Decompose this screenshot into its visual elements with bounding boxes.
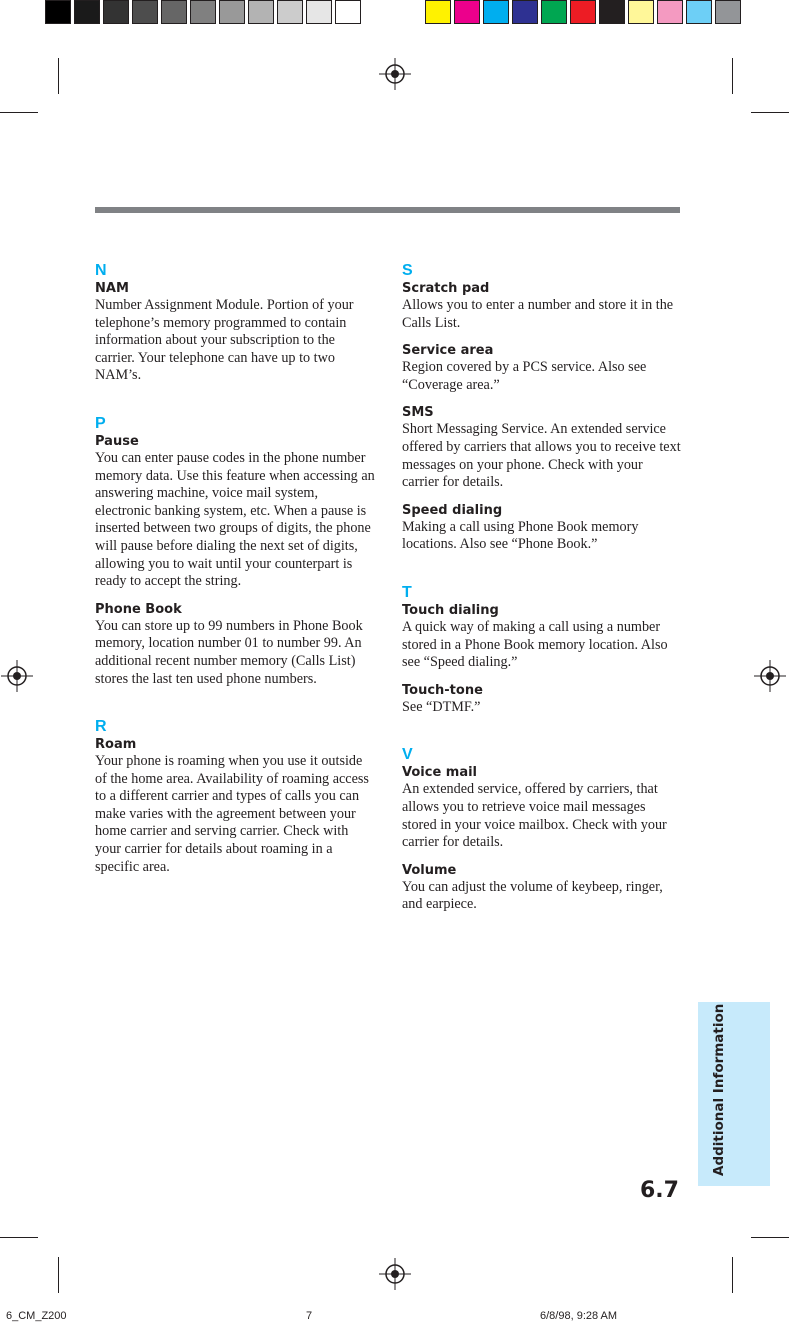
color-swatch (570, 0, 596, 24)
glossary-term: Speed dialing (402, 502, 503, 518)
color-swatch (657, 0, 683, 24)
section-letter: V (402, 746, 413, 764)
color-swatch (628, 0, 654, 24)
glossary-definition: You can enter pause codes in the phone number memory data. Use this feature when accessing an answering machine, voice mail system, electronic banking system, etc. When a pause is inserted between two groups of digits, the phone will pause before dialing the next set of digits, allowing you to wait until your counterpart is ready to accept the string. (95, 449, 375, 590)
glossary-term: Touch dialing (402, 602, 499, 618)
glossary-left-column (95, 262, 375, 876)
glossary-definition: Making a call using Phone Book memory locations. Also see “Phone Book.” (402, 518, 639, 553)
section-t (402, 584, 682, 716)
color-swatch (248, 0, 274, 24)
glossary-term: Pause (95, 433, 139, 449)
registration-mark-icon (754, 660, 786, 692)
registration-mark-icon (1, 660, 33, 692)
glossary-definition: Your phone is roaming when you use it outside of the home area. Availability of roaming access to a different carrier and types of calls you can make varies with the agreement between your home carrier and serving carrier. Check with your carrier for details about roaming in a specific area. (95, 753, 369, 875)
registration-mark-icon (379, 58, 411, 90)
crop-mark (58, 58, 59, 94)
chapter-tab (698, 1002, 770, 1186)
color-swatch (715, 0, 741, 24)
glossary-definition: A quick way of making a call using a number stored in a Phone Book memory location. Also see “Speed dialing.” (402, 618, 668, 671)
crop-mark (732, 1257, 733, 1293)
glossary-definition: You can adjust the volume of keybeep, ringer, and earpiece. (402, 878, 663, 913)
color-swatch (306, 0, 332, 24)
color-swatch (425, 0, 451, 24)
color-swatch (483, 0, 509, 24)
color-swatch (277, 0, 303, 24)
color-swatch (686, 0, 712, 24)
color-swatch (190, 0, 216, 24)
glossary-definition: You can store up to 99 numbers in Phone Book memory, location number 01 to number 99. An additional recent number memory (Calls List) stores the last ten used phone numbers. (95, 617, 363, 687)
section-s (402, 262, 682, 554)
crop-mark (732, 58, 733, 94)
slug-page: 7 (306, 1310, 313, 1322)
grayscale-bar (45, 0, 364, 28)
chapter-tab-label: Additional Information (711, 1003, 727, 1176)
glossary-definition: Short Messaging Service. An extended service offered by carriers that allows you to receive text messages on your phone. Check with your carrier for details. (402, 421, 681, 491)
section-n (95, 262, 375, 385)
glossary-term: Voice mail (402, 765, 478, 781)
registration-mark-icon (379, 1258, 411, 1290)
color-swatch (74, 0, 100, 24)
glossary-term: NAM (95, 281, 129, 296)
crop-mark (0, 112, 38, 113)
color-swatch (103, 0, 129, 24)
glossary-term: Service area (402, 343, 494, 359)
crop-mark (0, 1237, 38, 1238)
glossary-definition: An extended service, offered by carriers, that allows you to retrieve voice mail messages stored in your voice mailbox. Check with your carrier for details. (402, 781, 667, 851)
glossary-term: Scratch pad (402, 281, 490, 296)
color-bar (425, 0, 744, 28)
page-number: 6.7 (640, 1178, 679, 1203)
glossary-term: SMS (402, 405, 434, 421)
crop-mark (751, 1237, 789, 1238)
glossary-term: Volume (402, 862, 457, 878)
color-swatch (132, 0, 158, 24)
color-swatch (599, 0, 625, 24)
color-swatch (219, 0, 245, 24)
header-rule (95, 207, 680, 213)
crop-mark (751, 112, 789, 113)
glossary-right-column (402, 262, 682, 914)
slug-date: 6/8/98, 9:28 AM (540, 1310, 618, 1322)
glossary-term: Phone Book (95, 601, 182, 617)
color-swatch (45, 0, 71, 24)
glossary-definition: Allows you to enter a number and store it in the Calls List. (402, 297, 674, 331)
color-swatch (454, 0, 480, 24)
crop-mark (58, 1257, 59, 1293)
glossary-definition: Number Assignment Module. Portion of your telephone’s memory programmed to contain information about your subscription to the carrier. Your telephone can have up to two NAM’s. (95, 297, 354, 384)
section-letter: T (402, 583, 412, 601)
glossary-term: Touch-tone (402, 682, 483, 698)
glossary-term: Roam (95, 737, 137, 753)
section-r (95, 718, 375, 876)
glossary-definition: Region covered by a PCS service. Also see “Coverage area.” (402, 359, 647, 393)
color-swatch (161, 0, 187, 24)
section-p (95, 415, 375, 688)
glossary-definition: See “DTMF.” (402, 698, 481, 715)
section-letter: R (95, 718, 107, 736)
section-v (402, 746, 682, 914)
color-swatch (512, 0, 538, 24)
section-letter: S (402, 262, 413, 279)
color-swatch (541, 0, 567, 24)
section-letter: N (95, 262, 107, 279)
section-letter: P (95, 414, 106, 432)
slug-filename: 6_CM_Z200 (6, 1310, 67, 1322)
color-swatch (335, 0, 361, 24)
